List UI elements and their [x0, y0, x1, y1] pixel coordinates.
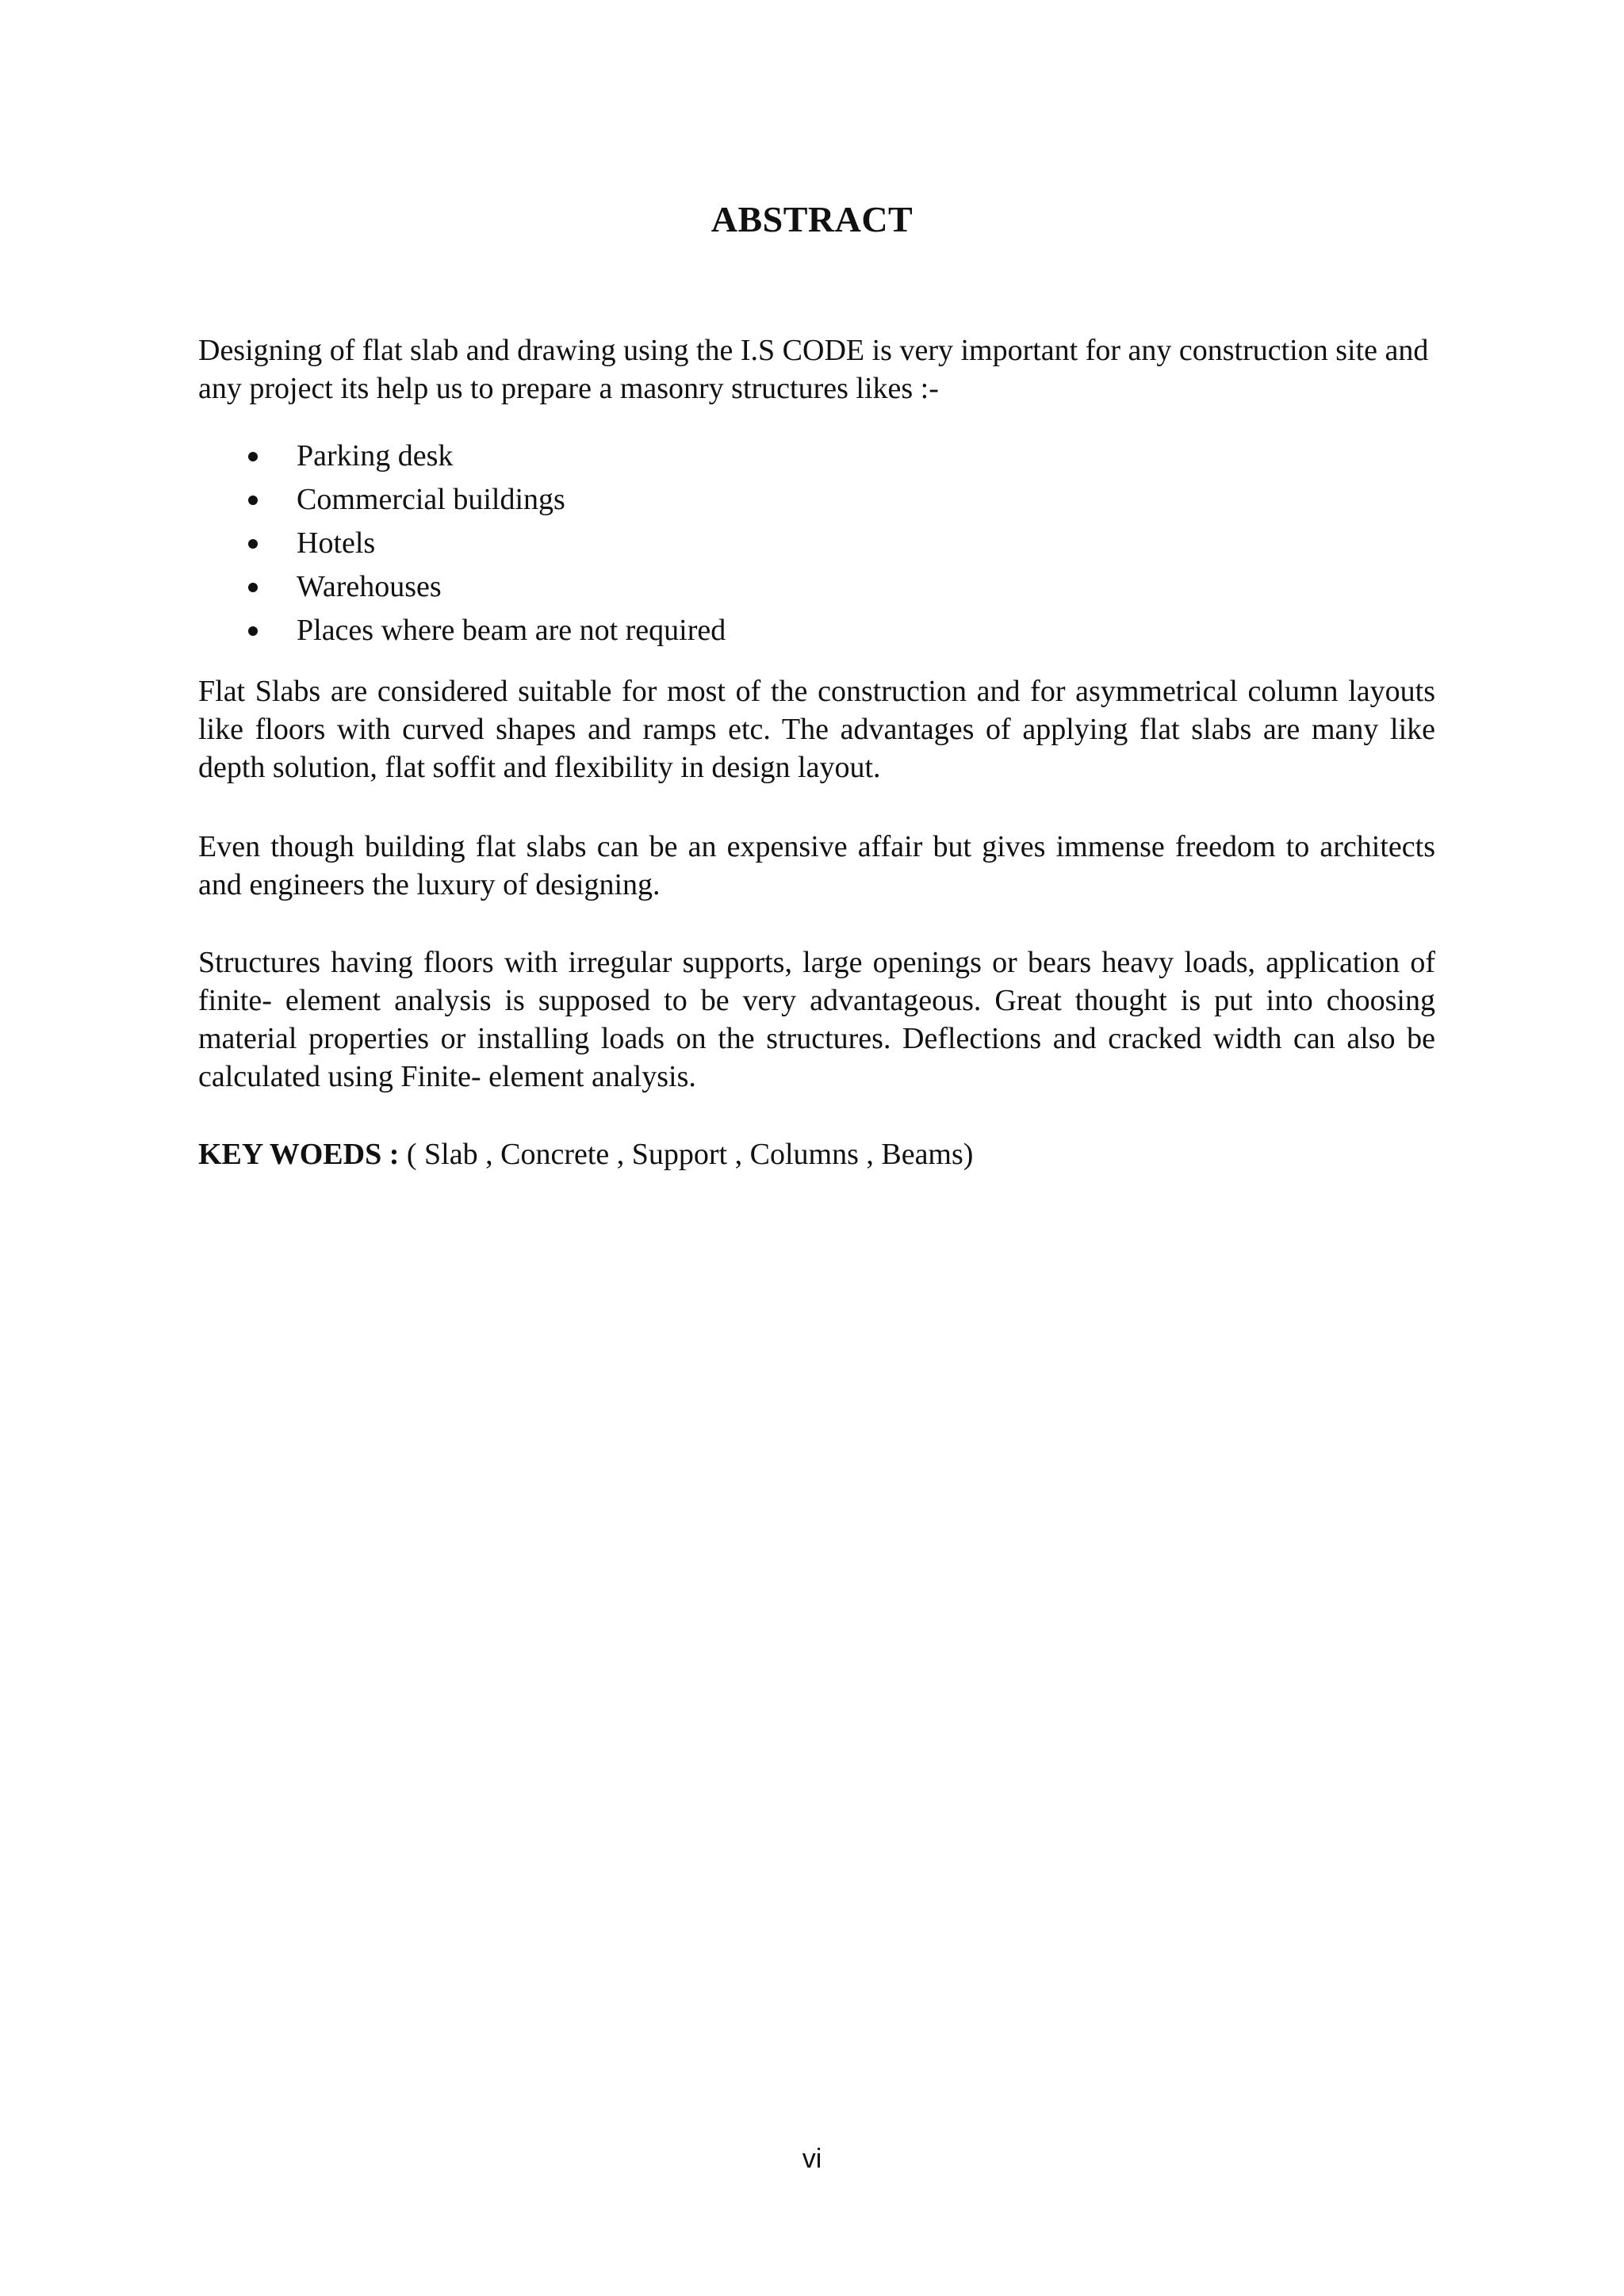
list-item: [198, 434, 726, 478]
paragraph-cost: Even though building flat slabs can be an expensive affair but gives immense freedom to architects and engineers the luxury of designing.: [198, 830, 1435, 901]
list-item: [198, 609, 726, 652]
list-item-label: Places where beam are not required: [297, 614, 726, 647]
keywords-label: KEY WOEDS :: [198, 1138, 400, 1171]
bullet-icon: [248, 583, 258, 592]
list-item-label: Hotels: [297, 526, 376, 560]
keywords-line: [198, 1135, 1435, 1173]
intro-paragraph: Designing of flat slab and drawing using the I.S CODE is very important for any construction site and any project its help us to prepare a masonry structures likes :-: [198, 334, 1429, 405]
list-item: [198, 565, 726, 609]
paragraph-flat-slabs: Flat Slabs are considered suitable for most of the construction and for asymmetrical column layouts like floors with curved shapes and ramps etc. The advantages of applying flat slabs are many like depth solution, flat soffit and flexibility in design layout.: [198, 675, 1435, 784]
list-item-label: Parking desk: [297, 439, 454, 473]
page-number: vi: [802, 2144, 822, 2174]
list-item-label: Warehouses: [297, 570, 442, 603]
list-item-label: Commercial buildings: [297, 483, 565, 516]
structure-type-list: [198, 434, 726, 652]
keywords-text: ( Slab , Concrete , Support , Columns , Beams): [399, 1138, 974, 1171]
bullet-icon: [248, 496, 258, 505]
bullet-icon: [248, 626, 258, 636]
list-item: [198, 478, 726, 522]
paragraph-finite-element: Structures having floors with irregular supports, large openings or bears heavy loads, application of finite- element analysis is supposed to be very advantageous. Great thought is put into choosing material properties or installing loads on the structures. Deflections and cracked width can also be calculated using Finite- element analysis.: [198, 946, 1435, 1093]
bullet-icon: [248, 539, 258, 549]
page-title: ABSTRACT: [710, 199, 914, 239]
bullet-icon: [248, 452, 258, 461]
list-item: [198, 522, 726, 565]
